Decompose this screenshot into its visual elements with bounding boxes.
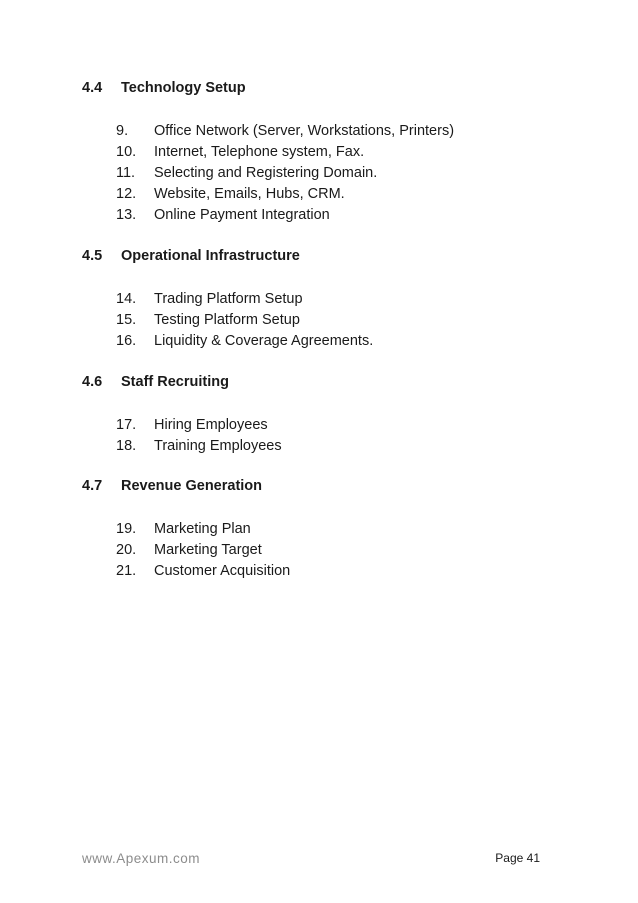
list-item	[82, 414, 582, 435]
list-item	[82, 162, 582, 183]
item-text: Marketing Target	[154, 541, 262, 558]
list-item	[82, 120, 582, 141]
list-item	[82, 309, 582, 330]
item-number: 13.	[116, 206, 137, 223]
item-number: 14.	[116, 290, 137, 307]
section-number: 4.6	[82, 374, 103, 390]
footer-url: www.Apexum.com	[82, 850, 201, 866]
item-text: Customer Acquisition	[154, 562, 291, 579]
item-text: Training Employees	[154, 437, 282, 454]
section-title: Revenue Generation	[121, 478, 263, 494]
item-text: Marketing Plan	[154, 520, 251, 537]
item-number: 15.	[116, 311, 137, 328]
item-number: 18.	[116, 437, 137, 454]
item-number: 11.	[116, 164, 136, 181]
item-text: Selecting and Registering Domain.	[154, 164, 378, 181]
section-heading	[82, 78, 582, 98]
item-number: 17.	[116, 416, 137, 433]
section-number: 4.5	[82, 248, 103, 264]
item-text: Hiring Employees	[154, 416, 268, 433]
item-text: Testing Platform Setup	[154, 311, 300, 328]
section-title: Technology Setup	[121, 80, 246, 96]
item-list	[82, 120, 582, 225]
section-heading	[82, 476, 582, 496]
item-text: Internet, Telephone system, Fax.	[154, 143, 365, 160]
item-list	[82, 288, 582, 351]
page-footer	[82, 848, 540, 868]
item-number: 21.	[116, 562, 137, 579]
item-number: 9.	[116, 122, 129, 139]
item-text: Website, Emails, Hubs, CRM.	[154, 185, 345, 202]
list-item	[82, 560, 582, 581]
item-number: 16.	[116, 332, 137, 349]
list-item	[82, 539, 582, 560]
section-4-6	[82, 372, 582, 456]
item-list	[82, 518, 582, 581]
item-number: 20.	[116, 541, 137, 558]
page-number: Page 41	[495, 851, 540, 865]
section-title: Staff Recruiting	[121, 374, 229, 390]
item-text: Liquidity & Coverage Agreements.	[154, 332, 374, 349]
list-item	[82, 204, 582, 225]
list-item	[82, 141, 582, 162]
section-title: Operational Infrastructure	[121, 248, 300, 264]
item-text: Office Network (Server, Workstations, Printers)	[154, 122, 455, 139]
section-heading	[82, 246, 582, 266]
item-number: 10.	[116, 143, 137, 160]
item-text: Trading Platform Setup	[154, 290, 303, 307]
list-item	[82, 183, 582, 204]
list-item	[82, 288, 582, 309]
section-4-5	[82, 246, 582, 351]
section-heading	[82, 372, 582, 392]
section-4-4	[82, 78, 582, 225]
item-number: 19.	[116, 520, 137, 537]
list-item	[82, 435, 582, 456]
list-item	[82, 330, 582, 351]
section-number: 4.7	[82, 478, 103, 494]
section-number: 4.4	[82, 80, 103, 96]
section-4-7	[82, 476, 582, 581]
list-item	[82, 518, 582, 539]
item-text: Online Payment Integration	[154, 206, 330, 223]
item-number: 12.	[116, 185, 137, 202]
item-list	[82, 414, 582, 456]
